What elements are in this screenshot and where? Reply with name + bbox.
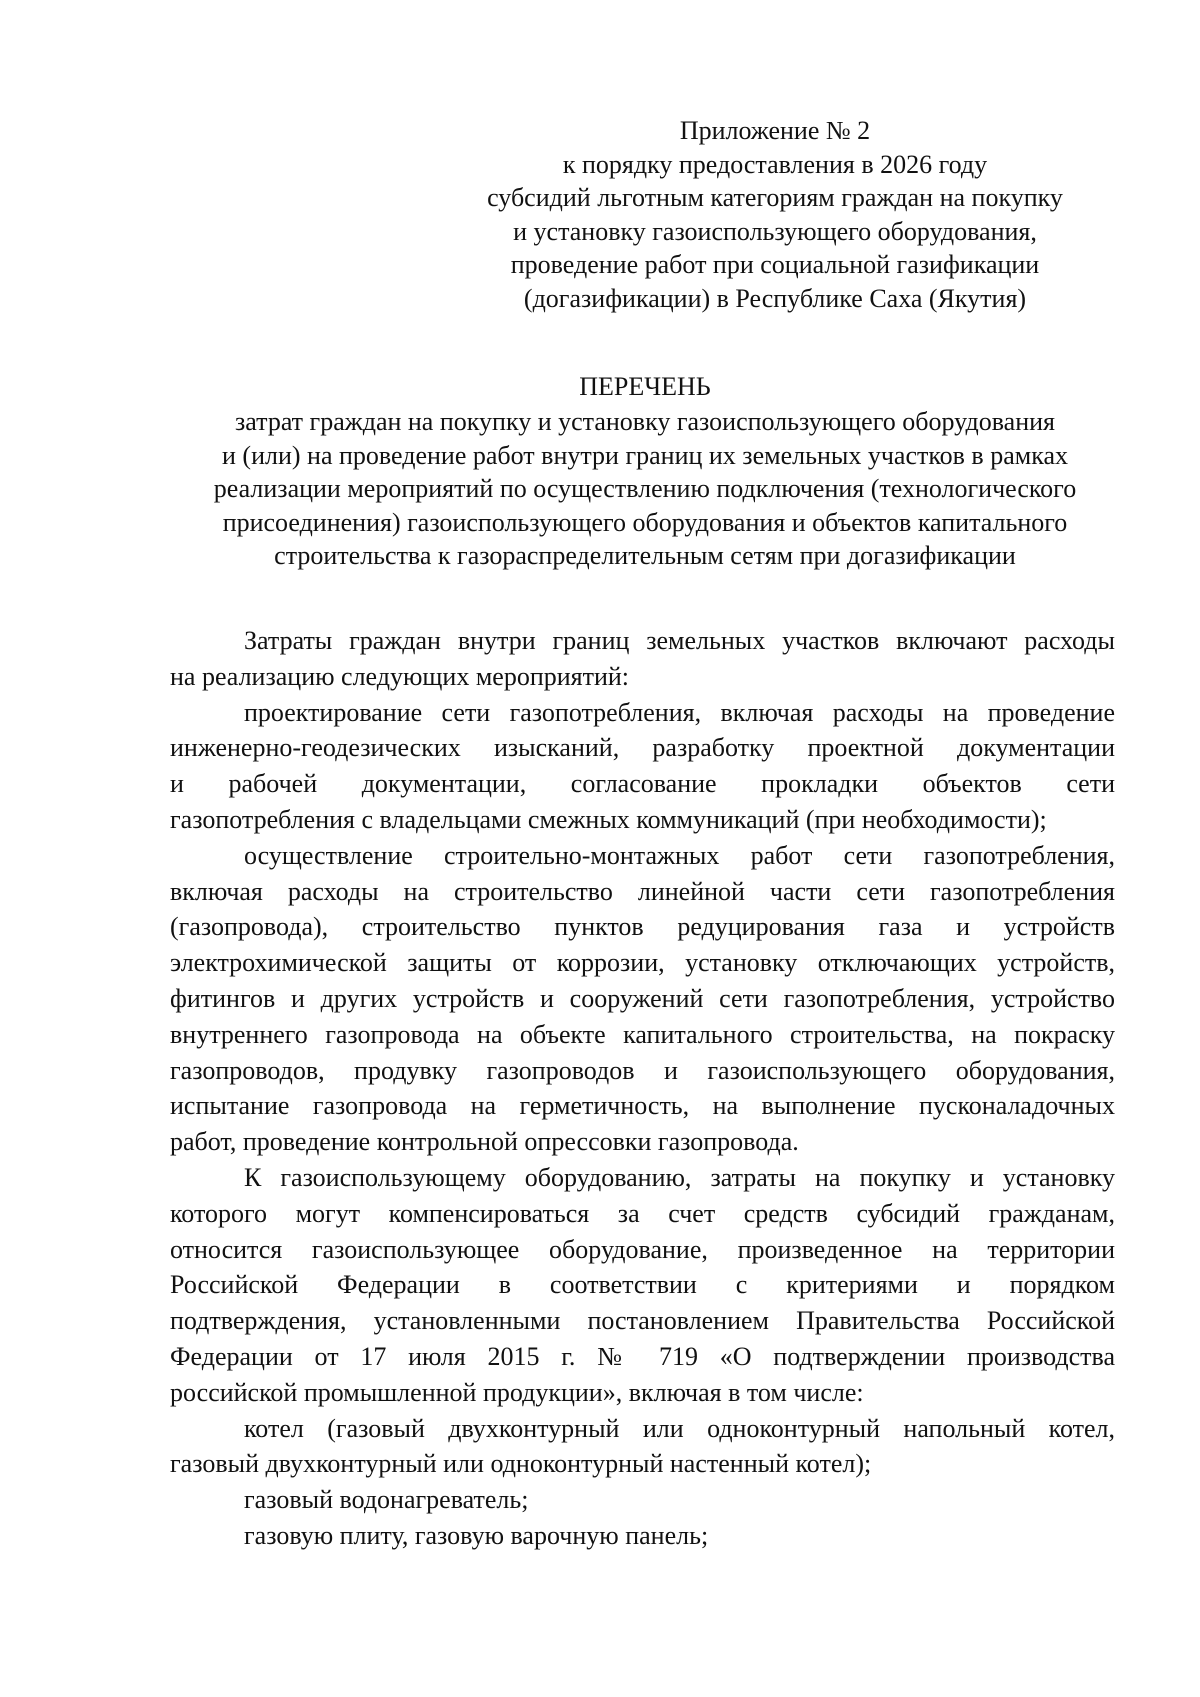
appendix-header bbox=[470, 114, 1080, 315]
body-line: на реализацию следующих мероприятий: bbox=[170, 661, 630, 691]
appendix-line: субсидий льготным категориям граждан на покупку bbox=[487, 183, 1063, 212]
body-line: которого могут компенсироваться за счет средств субсидий гражданам, bbox=[170, 1198, 1115, 1228]
body-line: газовый водонагреватель; bbox=[244, 1485, 529, 1515]
document-body bbox=[170, 623, 1115, 1554]
body-line: фитингов и других устройств и сооружений сети газопотребления, устройство bbox=[170, 983, 1115, 1013]
body-line: Федерации от 17 июля 2015 г. № 719 «О подтверждении производства bbox=[170, 1341, 1115, 1371]
body-line: Российской Федерации в соответствии с критериями и порядком bbox=[170, 1270, 1115, 1300]
body-line: котел (газовый двухконтурный или одноконтурный напольный котел, bbox=[244, 1413, 1115, 1443]
body-line: газопроводов, продувку газопроводов и газоиспользующего оборудования, bbox=[170, 1055, 1115, 1085]
body-line: газовый двухконтурный или одноконтурный настенный котел); bbox=[170, 1449, 872, 1479]
body-line: проектирование сети газопотребления, включая расходы на проведение bbox=[244, 697, 1115, 727]
body-line: включая расходы на строительство линейной части сети газопотребления bbox=[170, 876, 1115, 906]
document-subtitle bbox=[0, 405, 1200, 573]
body-line: испытание газопровода на герметичность, на выполнение пусконаладочных bbox=[170, 1091, 1115, 1121]
body-line: относится газоиспользующее оборудование, произведенное на территории bbox=[170, 1234, 1115, 1264]
body-line: осуществление строительно-монтажных работ сети газопотребления, bbox=[244, 840, 1115, 870]
body-line: российской промышленной продукции», включая в том числе: bbox=[170, 1377, 864, 1407]
body-line: электрохимической защиты от коррозии, установку отключающих устройств, bbox=[170, 948, 1115, 978]
document-title: ПЕРЕЧЕНЬ bbox=[579, 372, 711, 401]
subtitle-line: и (или) на проведение работ внутри границ их земельных участков в рамках bbox=[222, 440, 1068, 470]
body-line: подтверждения, установленными постановлением Правительства Российской bbox=[170, 1306, 1115, 1336]
body-line: внутреннего газопровода на объекте капитального строительства, на покраску bbox=[170, 1019, 1115, 1049]
appendix-line: Приложение № 2 bbox=[679, 116, 871, 145]
subtitle-line: реализации мероприятий по осуществлению подключения (технологического bbox=[213, 474, 1077, 503]
body-line: (газопровода), строительство пунктов редуцирования газа и устройств bbox=[170, 912, 1115, 942]
subtitle-line: строительства к газораспределительным сетям при догазификации bbox=[274, 541, 1016, 570]
body-line: К газоиспользующему оборудованию, затраты на покупку и установку bbox=[244, 1162, 1115, 1192]
appendix-line: и установку газоиспользующего оборудования, bbox=[513, 216, 1037, 246]
body-line: газопотребления с владельцами смежных коммуникаций (при необходимости); bbox=[170, 804, 1047, 834]
appendix-line: (догазификации) в Республике Саха (Якутия) bbox=[523, 283, 1027, 313]
appendix-line: проведение работ при социальной газификации bbox=[510, 250, 1040, 279]
subtitle-line: присоединения) газоиспользующего оборудования и объектов капитального bbox=[222, 507, 1068, 537]
body-line: Затраты граждан внутри границ земельных участков включают расходы bbox=[244, 626, 1115, 655]
appendix-line: к порядку предоставления в 2026 году bbox=[562, 149, 988, 179]
subtitle-line: затрат граждан на покупку и установку газоиспользующего оборудования bbox=[235, 407, 1055, 436]
body-line: работ, проведение контрольной опрессовки газопровода. bbox=[170, 1127, 799, 1157]
body-line: и рабочей документации, согласование прокладки объектов сети bbox=[170, 769, 1115, 799]
body-line: инженерно-геодезических изысканий, разработку проектной документации bbox=[170, 733, 1115, 763]
body-line: газовую плиту, газовую варочную панель; bbox=[244, 1520, 709, 1550]
